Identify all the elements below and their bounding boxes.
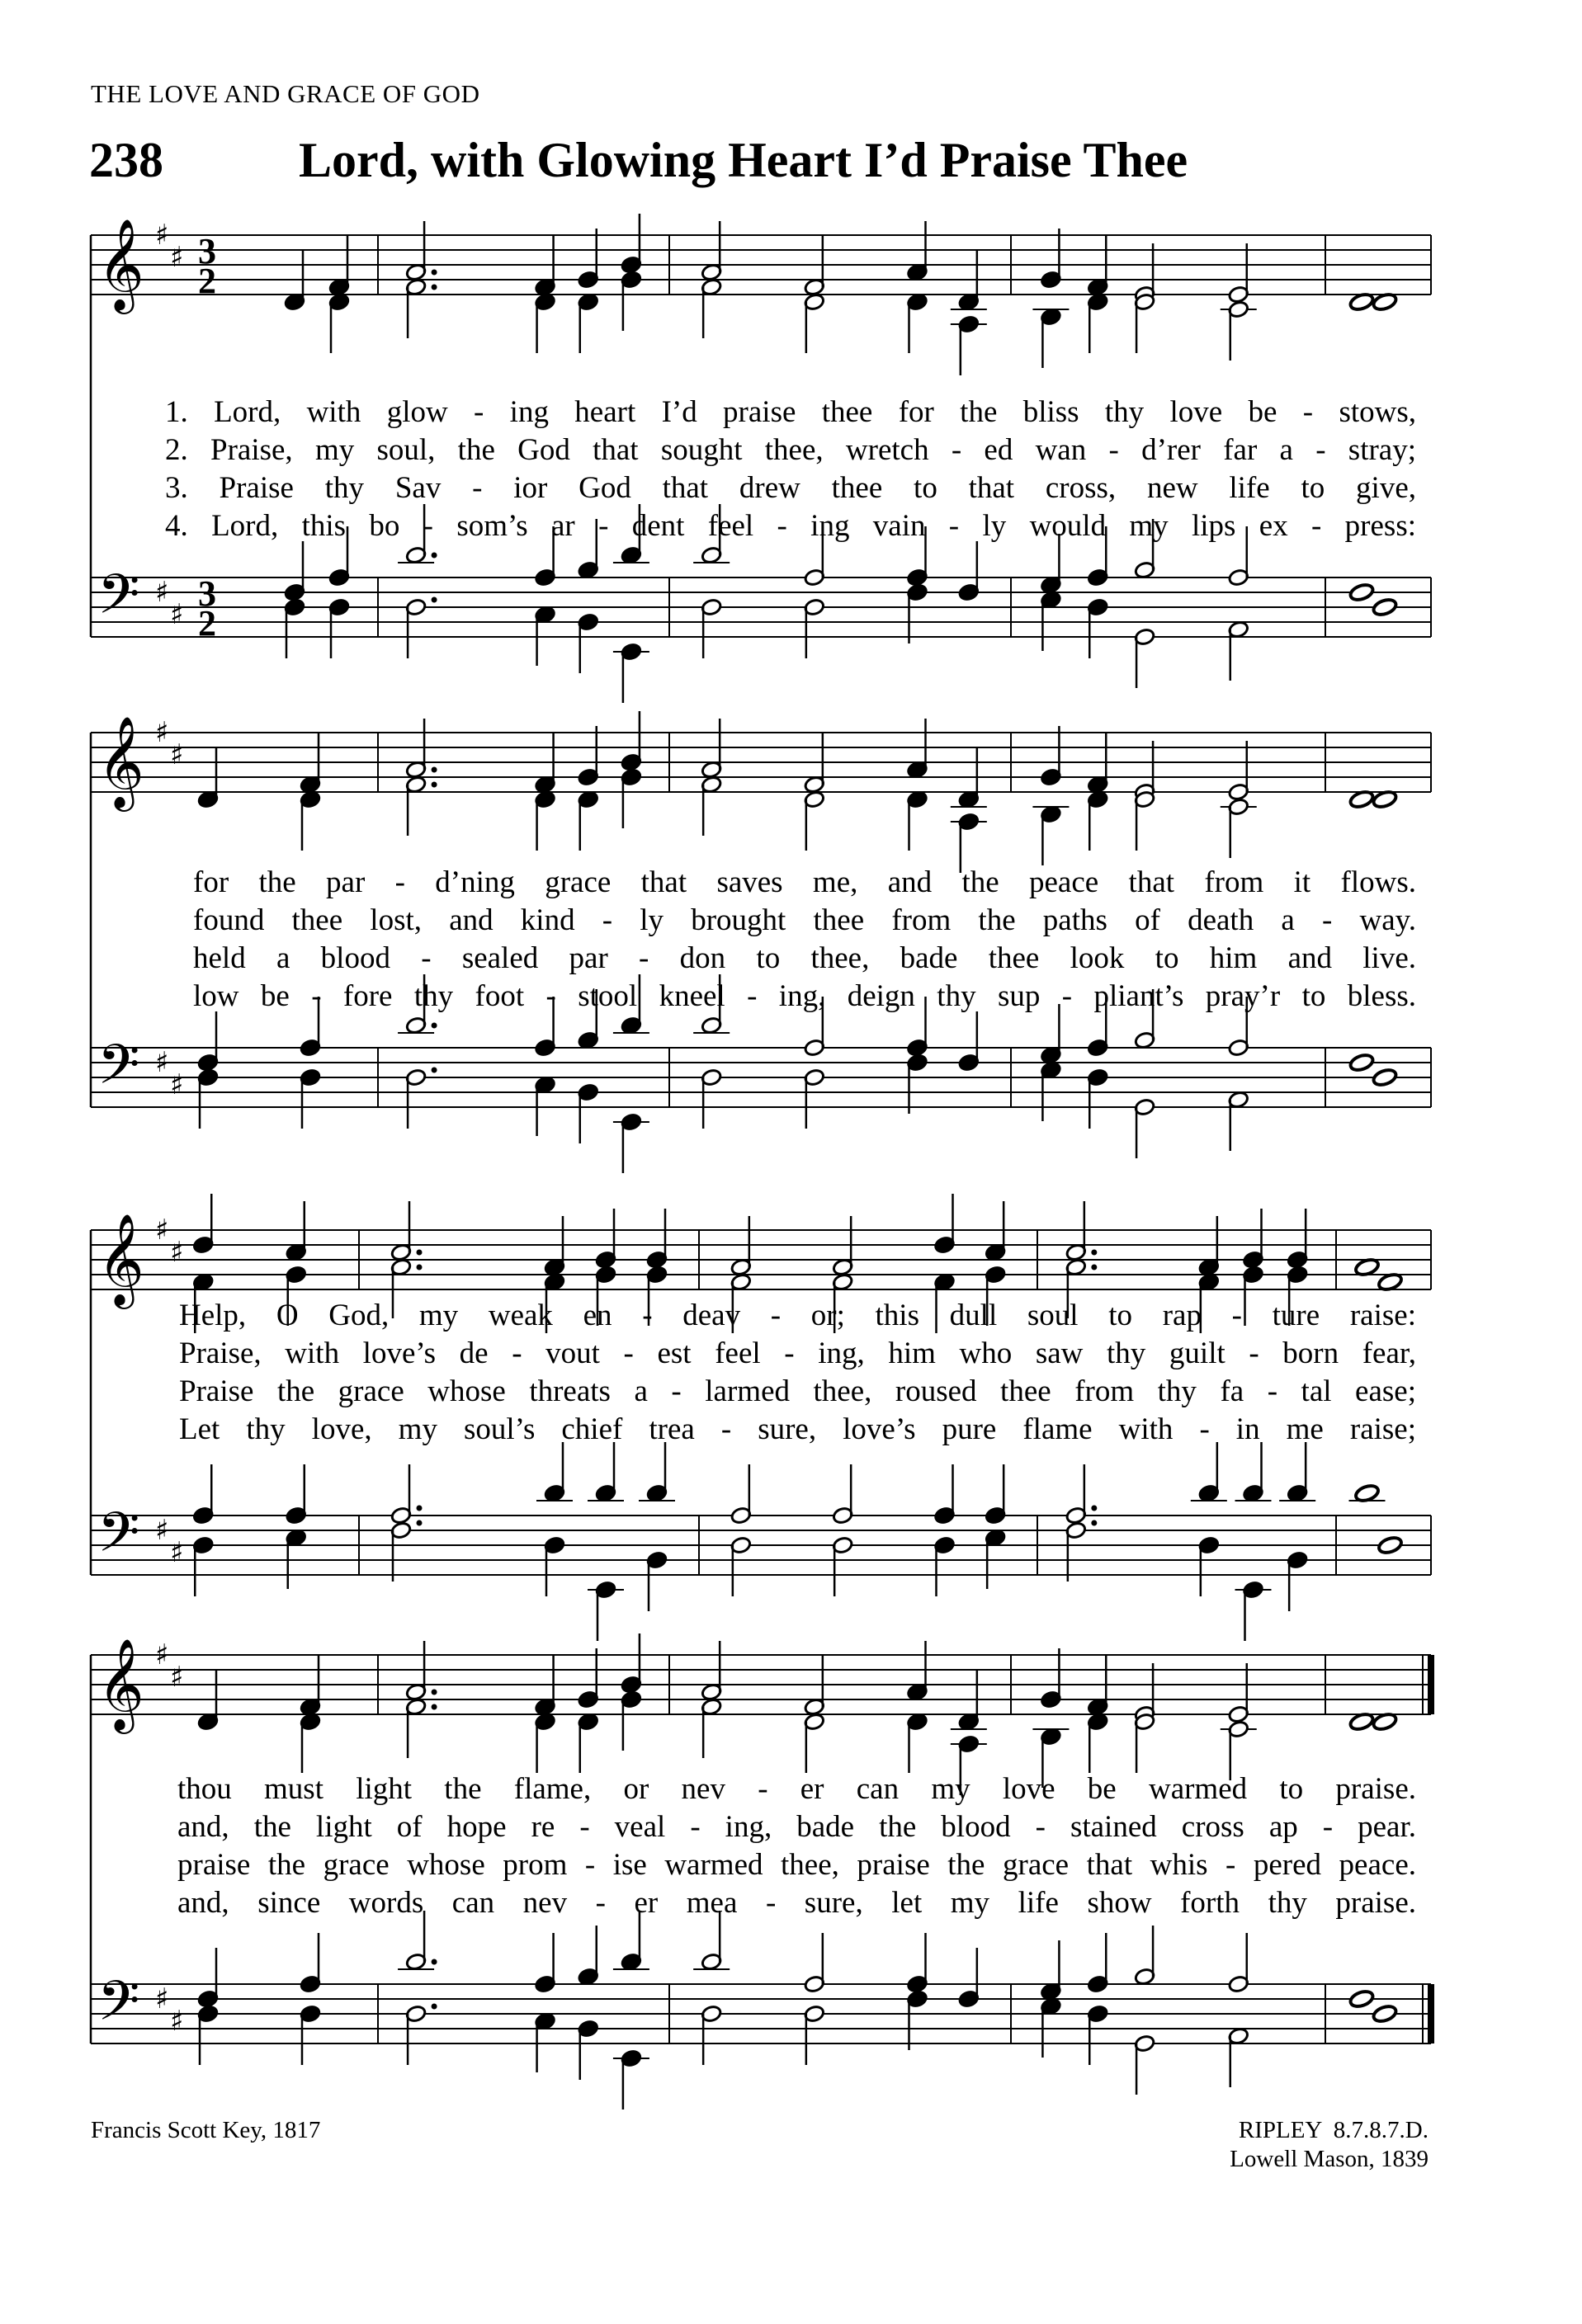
notehead [1377,1535,1404,1556]
notehead [1372,597,1398,618]
lyric-line: for the par - d’ning grace that saves me, and the peace that from it flows. [193,865,1416,899]
augmentation-dot [1091,1506,1097,1511]
bass-clef-icon: 𝄢 [97,1033,140,1110]
notehead [1372,2004,1398,2025]
lyric-line: found thee lost, and kind - ly brought thee from the paths of death a - way. [193,903,1416,937]
augmentation-dot [432,1690,437,1695]
lyric-line: 1. Lord, with glow - ing heart I’d praise thee for the bliss thy love be - stows, [165,395,1416,429]
sharp-icon: ♯ [170,1068,184,1101]
augmentation-dot [417,1520,423,1526]
augmentation-dot [432,782,437,788]
treble-clef-icon: 𝄞 [97,715,144,808]
lyric-line: low be - fore thy foot - stool kneel - ing, deign thy sup - pliant’s pray’r to bless. [193,979,1416,1013]
augmentation-dot [417,1506,423,1511]
sharp-icon: ♯ [170,738,184,771]
treble-clef-icon: 𝄞 [97,1638,144,1730]
lyric-line: 2. Praise, my soul, the God that sought thee, wretch - ed wan - d’rer far a - stray; [165,433,1416,467]
augmentation-dot [432,1023,437,1029]
sharp-icon: ♯ [155,716,169,749]
augmentation-dot [432,597,437,603]
notehead [1348,1989,1375,2010]
augmentation-dot [1091,1520,1097,1526]
augmentation-dot [432,2004,437,2010]
hymn-title: Lord, with Glowing Heart I’d Praise Thee [299,133,1188,187]
final-barline [1428,1984,1434,2044]
augmentation-dot [1091,1250,1097,1256]
lyric-line: 4. Lord, this bo - som’s ar - dent feel - ing vain - ly would my lips ex - press: [165,509,1416,543]
notehead [1372,1068,1398,1088]
time-signature-top: 3 [198,231,216,271]
notehead [1348,582,1375,603]
sharp-icon: ♯ [155,1514,169,1547]
tune-composer: Lowell Mason, 1839 [1230,2146,1429,2172]
augmentation-dot [432,767,437,773]
augmentation-dot [417,1265,423,1270]
hymn-number: 238 [89,133,163,187]
lyric-line: praise the grace whose prom - ise warmed thee, praise the grace that whis - pered peace. [177,1848,1416,1882]
lyric-line: Let thy love, my soul’s chief trea - sure, love’s pure flame with - in me raise; [179,1412,1416,1446]
augmentation-dot [432,270,437,276]
text-author: Francis Scott Key, 1817 [91,2117,321,2143]
lyric-line: held a blood - sealed par - don to thee, bade thee look to him and live. [193,941,1416,975]
bass-clef-icon: 𝄢 [97,1969,140,2046]
augmentation-dot [417,1250,423,1256]
sharp-icon: ♯ [155,576,169,609]
augmentation-dot [432,285,437,290]
bass-clef-icon: 𝄢 [97,1501,140,1577]
lyrics-system-1 [165,394,1416,545]
augmentation-dot [432,1068,437,1073]
lyric-line: thou must light the flame, or nev - er can my love be warmed to praise. [177,1772,1416,1806]
treble-clef-icon: 𝄞 [97,1213,144,1305]
augmentation-dot [1091,1265,1097,1270]
treble-clef-icon: 𝄞 [97,218,144,310]
sharp-icon: ♯ [170,241,184,274]
lyric-line: Praise the grace whose threats a - larmed thee, roused thee from thy fa - tal ease; [179,1374,1416,1408]
sharp-icon: ♯ [155,1982,169,2015]
sharp-icon: ♯ [155,1046,169,1079]
final-barline [1428,1655,1434,1714]
lyric-line: and, since words can nev - er mea - sure, let my life show forth thy praise. [177,1886,1416,1920]
sharp-icon: ♯ [170,1661,184,1694]
section-header: THE LOVE AND GRACE OF GOD [91,79,480,108]
sharp-icon: ♯ [170,598,184,631]
augmentation-dot [432,1704,437,1710]
sharp-icon: ♯ [170,2005,184,2038]
lyrics-system-4 [177,1770,1416,1922]
bass-clef-icon: 𝄢 [97,563,140,639]
lyrics-system-3 [179,1297,1416,1449]
sharp-icon: ♯ [170,1536,184,1569]
augmentation-dot [432,553,437,559]
lyric-line: Help, O God, my weak en - deav - or; this dull soul to rap - ture raise: [179,1299,1416,1332]
sharp-icon: ♯ [155,219,169,252]
time-signature-bottom: 2 [198,603,216,643]
augmentation-dot [432,1959,437,1965]
lyric-line: Praise, with love’s de - vout - est feel - ing, him who saw thy guilt - born fear, [179,1336,1416,1370]
notehead [1348,1053,1375,1073]
lyric-line: 3. Praise thy Sav - ior God that drew thee to that cross, new life to give, [165,471,1416,505]
lyric-line: and, the light of hope re - veal - ing, bade the blood - stained cross ap - pear. [177,1810,1416,1844]
time-signature-bottom: 2 [198,261,216,301]
time-signature-top: 3 [198,573,216,614]
sharp-icon: ♯ [155,1638,169,1671]
lyrics-system-2 [193,864,1416,1016]
tune-name-meter: RIPLEY 8.7.8.7.D. [1238,2117,1429,2143]
sharp-icon: ♯ [170,1236,184,1269]
sharp-icon: ♯ [155,1214,169,1247]
